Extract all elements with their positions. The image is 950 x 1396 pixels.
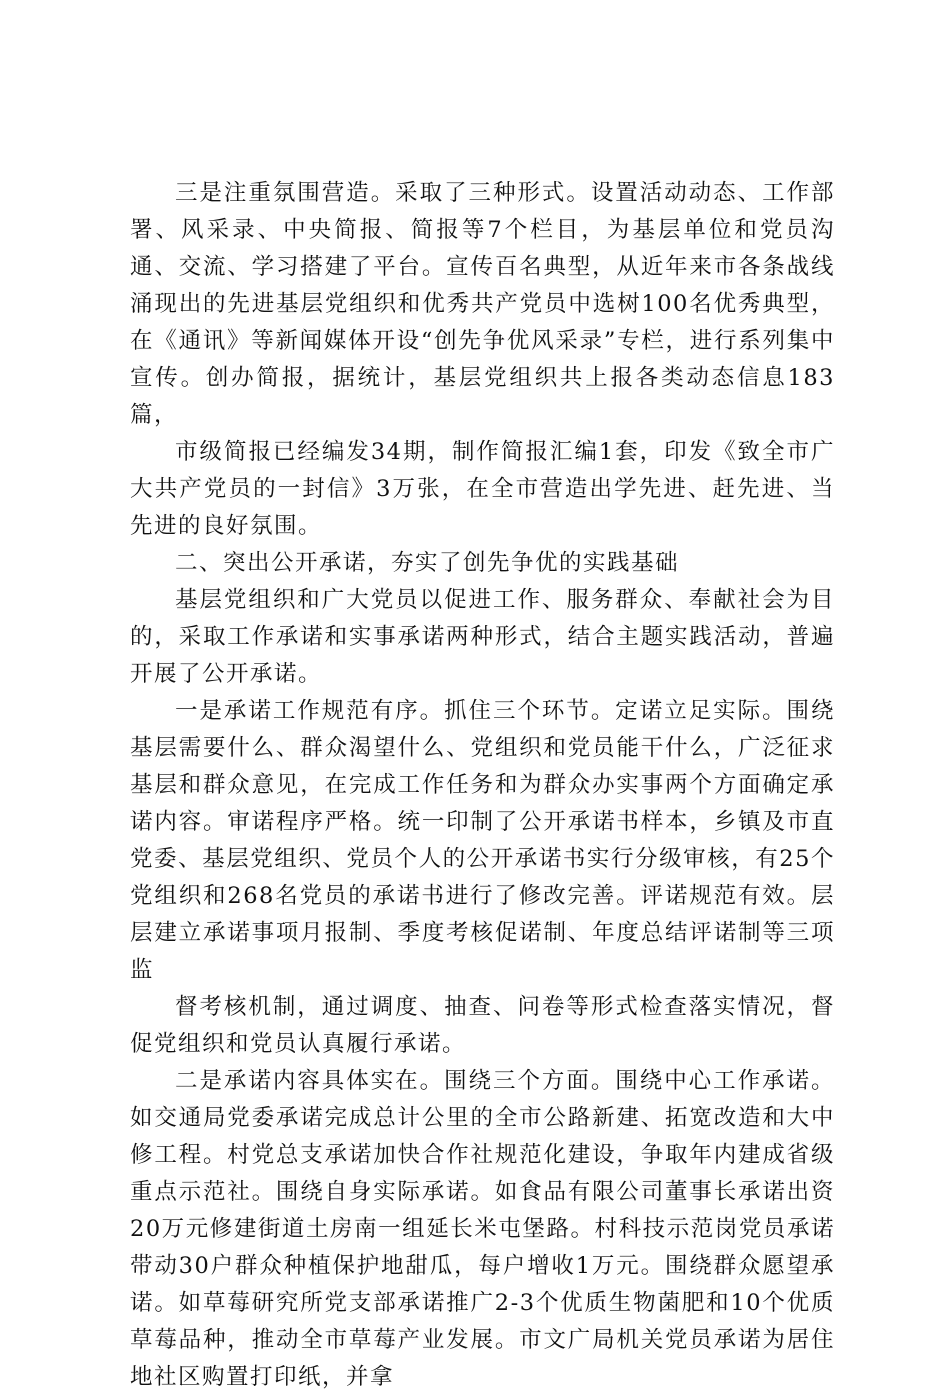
- paragraph-supervision: 督考核机制，通过调度、抽查、问卷等形式检查落实情况，督促党组织和党员认真履行承诺。: [130, 994, 835, 1057]
- paragraph-commitment-procedure: 一是承诺工作规范有序。抓住三个环节。定诺立足实际。围绕基层需要什么、群众渴望什么、党组织和党员能干什么，广泛征求基层和群众意见，在完成工作任务和为群众办实事两个方面确定承诺内容。审诺程序严格。统一印制了公开承诺书样本，乡镇及市直党委、基层党组织、党员个人的公开承诺书实行分级审核，有25个党组织和268名党员的承诺书进行了修改完善。评诺规范有效。层层建立承诺事项月报制、季度考核促诺制、年度总结评诺制等三项监: [130, 698, 835, 983]
- section-heading: 二、突出公开承诺，夯实了创先争优的实践基础: [175, 550, 680, 576]
- paragraph-briefings: 市级简报已经编发34期，制作简报汇编1套，印发《致全市广大共产党员的一封信》3万张，在全市营造出学先进、赶先进、当先进的良好氛围。: [130, 439, 835, 539]
- paragraph-public-commitment: 基层党组织和广大党员以促进工作、服务群众、奉献社会为目的，采取工作承诺和实事承诺两种形式，结合主题实践活动，普遍开展了公开承诺。: [130, 587, 835, 687]
- paragraph-commitment-content: 二是承诺内容具体实在。围绕三个方面。围绕中心工作承诺。如交通局党委承诺完成总计公里的全市公路新建、拓宽改造和大中修工程。村党总支承诺加快合作社规范化建设，争取年内建成省级重点示范社。围绕自身实际承诺。如食品有限公司董事长承诺出资20万元修建街道土房南一组延长米屯堡路。村科技示范岗党员承诺带动30户群众种植保护地甜瓜，每户增收1万元。围绕群众愿望承诺。如草莓研究所党支部承诺推广2-3个优质生物菌肥和10个优质草莓品种，推动全市草莓产业发展。市文广局机关党员承诺为居住地社区购置打印纸，并拿: [130, 1068, 835, 1390]
- document-page: [130, 175, 835, 1396]
- paragraph-atmosphere: 三是注重氛围营造。采取了三种形式。设置活动动态、工作部署、风采录、中央简报、简报等7个栏目，为基层单位和党员沟通、交流、学习搭建了平台。宣传百名典型，从近年来市各条战线涌现出的先进基层党组织和优秀共产党员中选树100名优秀典型，在《通讯》等新闻媒体开设“创先争优风采录”专栏，进行系列集中宣传。创办简报，据统计，基层党组织共上报各类动态信息183篇，: [130, 180, 835, 428]
